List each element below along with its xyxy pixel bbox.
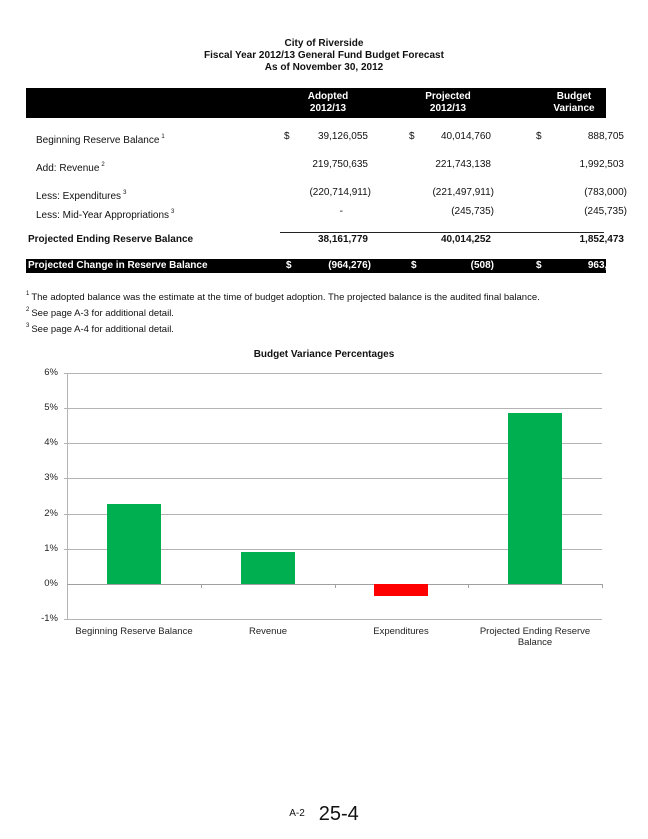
cell-projected: (221,497,911): [432, 187, 494, 198]
cell-projected: 40,014,252: [440, 234, 491, 245]
cell-adopted: -: [339, 206, 343, 217]
currency-symbol: $: [536, 131, 542, 142]
cell-variance: (783,000): [584, 187, 627, 198]
currency-symbol: $: [409, 131, 415, 142]
x-category-label: Revenue: [248, 626, 288, 637]
cell-projected: (245,735): [451, 206, 494, 217]
row-label: Less: Mid-Year Appropriations $^3$: [36, 209, 175, 221]
bar-beginning-reserve-balance: [107, 504, 161, 584]
cell-adopted: (220,714,911): [309, 187, 371, 198]
cell-projected: 40,014,760: [440, 131, 491, 142]
col-header-projected: Projected 2012/13: [425, 91, 471, 114]
x-tick-mark: [602, 584, 603, 588]
x-tick-mark: [468, 584, 469, 588]
x-tick-mark: [201, 584, 202, 588]
page-footer: [0, 803, 648, 826]
title-report: Fiscal Year 2012/13 General Fund Budget Forecast: [204, 50, 444, 61]
y-tick-label: 3%: [44, 472, 58, 483]
currency-symbol: $: [411, 260, 417, 271]
y-tick-label: 6%: [44, 367, 58, 378]
title-city: City of Riverside: [284, 38, 364, 49]
footnote: $^2$ See page A-3 for additional detail.: [26, 307, 174, 319]
page-label: A-2: [289, 808, 305, 819]
footnote: $^1$ The adopted balance was the estimate at the time of budget adoption. The projected balance is the audited final balance.: [26, 291, 540, 303]
gridline: [64, 619, 602, 620]
page-number: 25-4: [318, 803, 359, 825]
cell-projected: (508): [470, 260, 494, 271]
y-axis: [67, 373, 68, 620]
currency-symbol: $: [286, 260, 292, 271]
bar-revenue: [241, 552, 295, 584]
row-label: Beginning Reserve Balance $^1$: [36, 134, 165, 146]
cell-variance: 963,768: [587, 260, 624, 271]
cell-projected: 221,743,138: [435, 159, 491, 170]
gridline: [64, 373, 602, 374]
y-tick-label: 4%: [44, 437, 58, 448]
cell-adopted: 38,161,779: [317, 234, 368, 245]
cell-variance: 1,852,473: [579, 234, 624, 245]
bar-expenditures: [374, 584, 428, 596]
col-header-variance: Budget Variance: [553, 91, 595, 114]
title-date: As of November 30, 2012: [264, 62, 384, 73]
cell-adopted: (964,276): [328, 260, 371, 271]
y-tick-label: 0%: [44, 578, 58, 589]
cell-variance: (245,735): [584, 206, 627, 217]
currency-symbol: $: [284, 131, 290, 142]
row-label: Projected Ending Reserve Balance: [28, 234, 194, 245]
gridline: [64, 408, 602, 409]
cell-variance: 1,992,503: [579, 159, 624, 170]
y-tick-label: 1%: [44, 543, 58, 554]
row-label: Projected Change in Reserve Balance: [28, 260, 208, 271]
y-tick-label: 2%: [44, 508, 58, 519]
cell-variance: 888,705: [587, 131, 624, 142]
cell-adopted: 39,126,055: [317, 131, 368, 142]
chart-title: Budget Variance Percentages: [253, 349, 395, 360]
x-category-label: Beginning Reserve Balance: [75, 626, 193, 637]
y-tick-label: -1%: [41, 613, 58, 624]
x-category-label: Expenditures: [373, 626, 429, 637]
x-category-label: Projected Ending Reserve Balance: [479, 626, 591, 648]
cell-adopted: 219,750,635: [312, 159, 368, 170]
row-label: Add: Revenue $^2$: [36, 162, 105, 174]
y-tick-label: 5%: [44, 402, 58, 413]
col-header-adopted: Adopted 2012/13: [307, 91, 349, 114]
bar-projected-ending-reserve-balance: [508, 413, 562, 584]
footnote: $^3$ See page A-4 for additional detail.: [26, 323, 174, 335]
x-tick-mark: [335, 584, 336, 588]
currency-symbol: $: [536, 260, 542, 271]
row-label: Less: Expenditures $^3$: [36, 190, 127, 202]
